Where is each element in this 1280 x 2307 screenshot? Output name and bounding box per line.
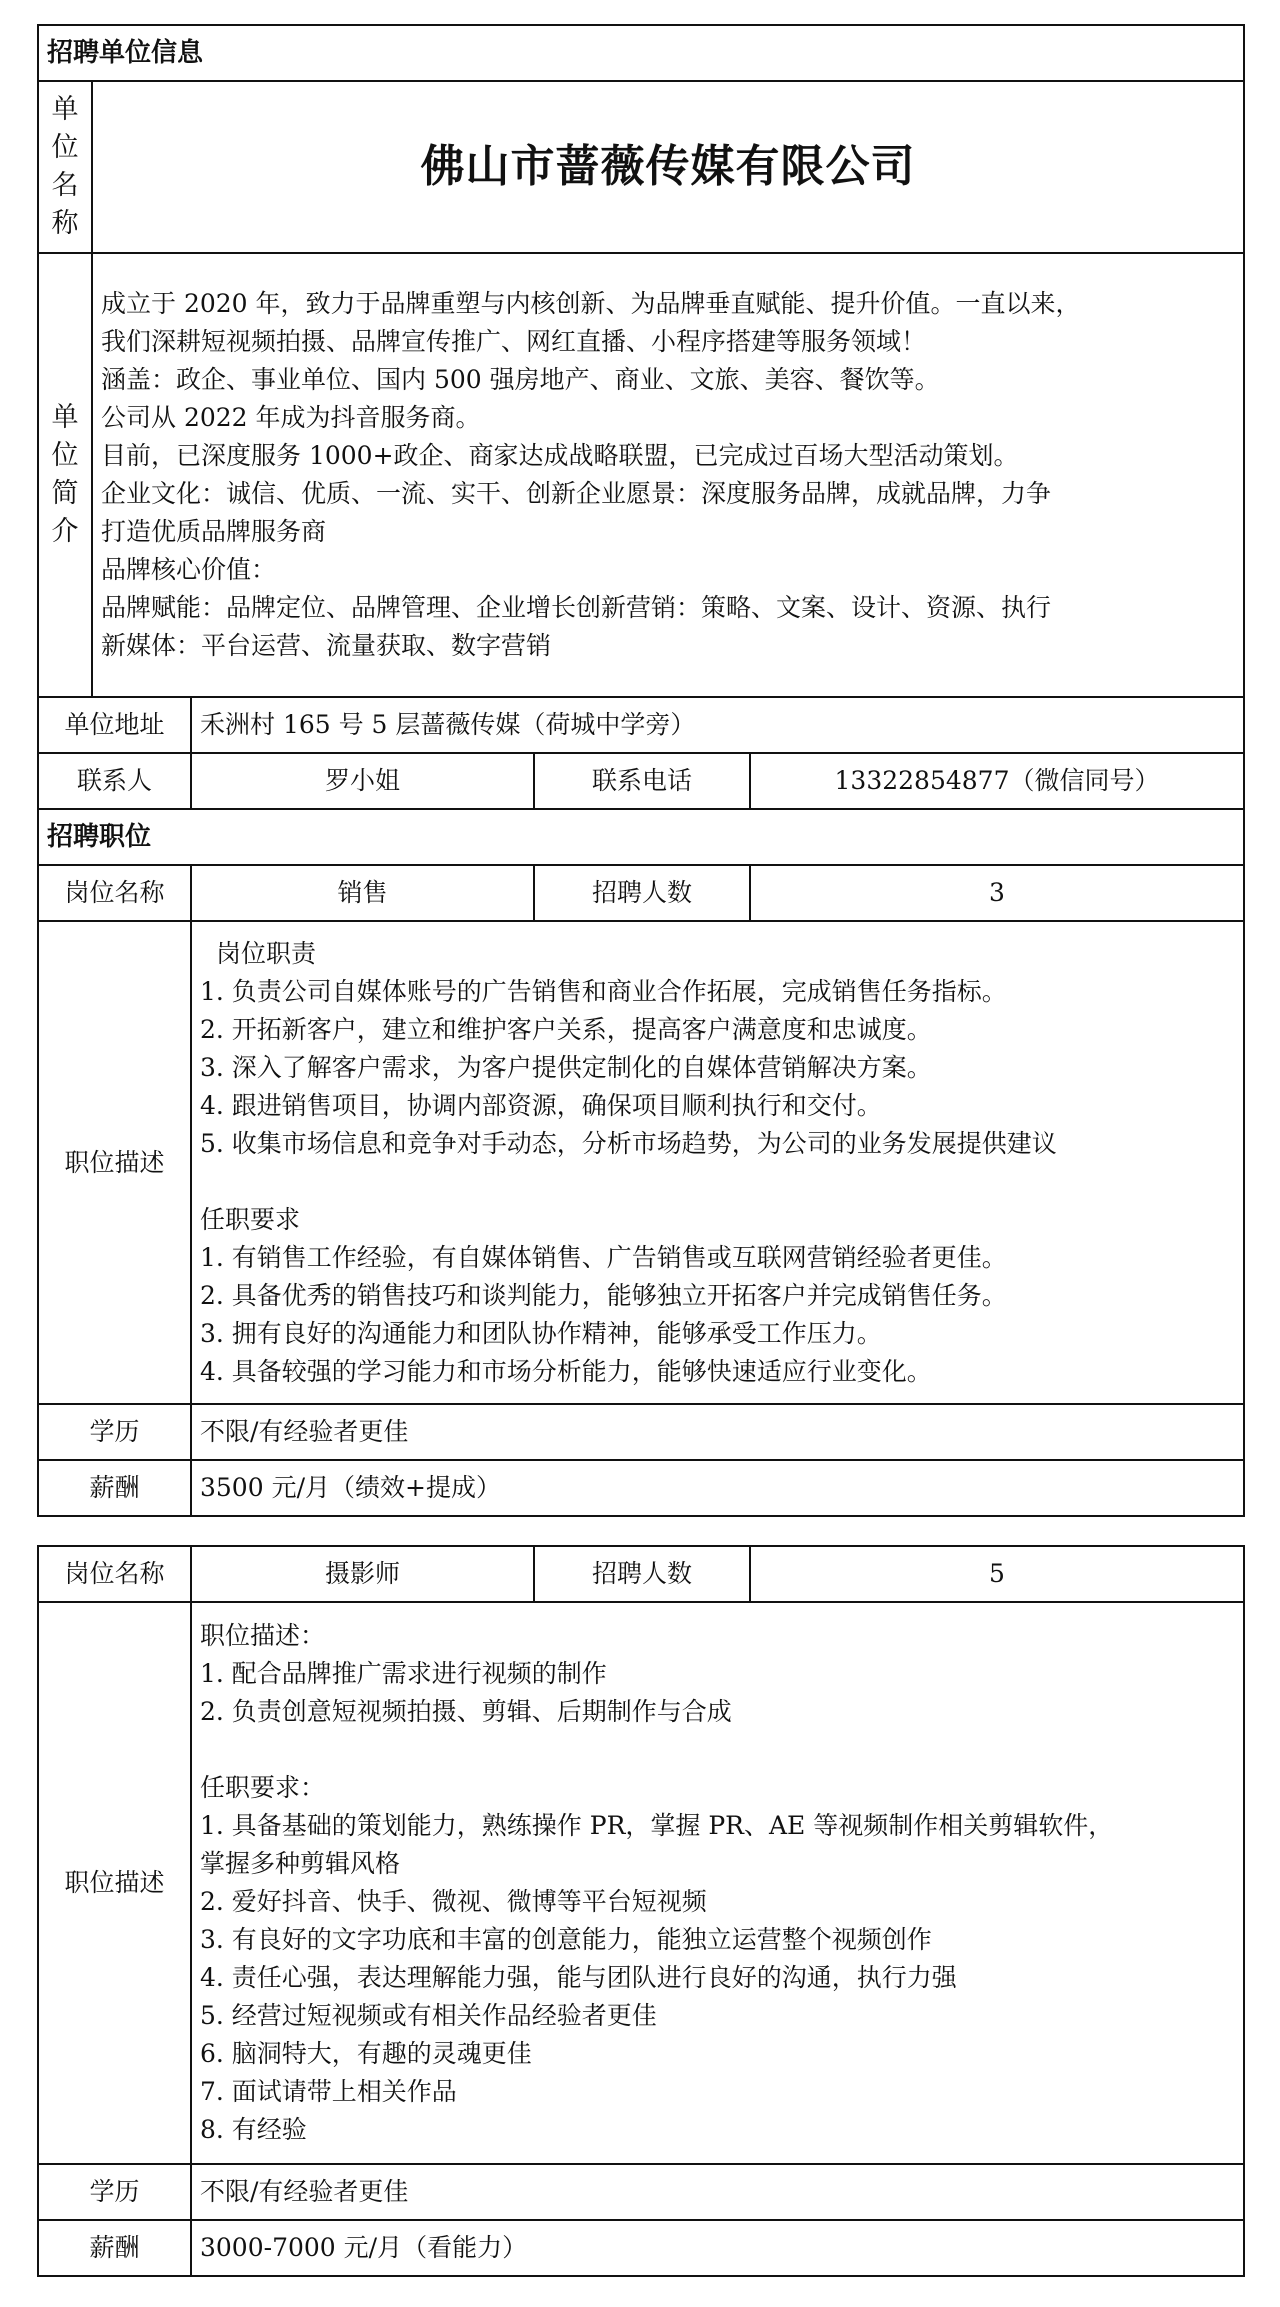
job1-duty: 1. 负责公司自媒体账号的广告销售和商业合作拓展，完成销售任务指标。 [200,976,1007,1006]
address-value: 禾洲村 165 号 5 层蔷薇传媒（荷城中学旁） [191,697,1244,753]
job2-requirement: 2. 爱好抖音、快手、微视、微博等平台短视频 [200,1887,707,1916]
company-name: 佛山市蔷薇传媒有限公司 [92,81,1244,253]
job1-salary-label: 薪酬 [38,1460,191,1516]
intro-line: 公司从 2022 年成为抖音服务商。 [101,403,481,432]
job2-education-value: 不限/有经验者更佳 [191,2164,1244,2220]
job2-position-value: 摄影师 [191,1546,534,1602]
job1-requirement: 3. 拥有良好的沟通能力和团队协作精神，能够承受工作压力。 [200,1318,882,1348]
recruitment-table-company-and-sales [37,24,1245,1517]
job2-requirement: 4. 责任心强，表达理解能力强，能与团队进行良好的沟通，执行力强 [200,1963,957,1992]
contact-value: 罗小姐 [191,753,534,809]
intro-line: 品牌核心价值： [101,555,277,584]
spacer [200,1163,1235,1201]
job2-headcount-label: 招聘人数 [534,1546,750,1602]
phone-value: 13322854877（微信同号） [750,753,1244,809]
job2-req-title: 任职要求： [200,1773,326,1802]
job2-duty: 1. 配合品牌推广需求进行视频的制作 [200,1659,607,1688]
company-section-title: 招聘单位信息 [38,25,1244,81]
job1-description-label: 职位描述 [38,921,191,1404]
company-intro-label-text: 单位简介 [51,402,79,547]
spacer [200,1731,1235,1769]
company-intro [92,253,1244,697]
job1-position-value: 销售 [191,865,534,921]
phone-label: 联系电话 [534,753,750,809]
intro-line: 品牌赋能：品牌定位、品牌管理、企业增长创新营销：策略、文案、设计、资源、执行 [101,593,1052,622]
job1-headcount-value: 3 [750,865,1244,921]
job1-requirement: 1. 有销售工作经验，有自媒体销售、广告销售或互联网营销经验者更佳。 [200,1242,1007,1272]
job2-duties-title: 职位描述： [200,1621,326,1650]
job1-position-label: 岗位名称 [38,865,191,921]
intro-line: 我们深耕短视频拍摄、品牌宣传推广、网红直播、小程序搭建等服务领域！ [101,327,927,356]
company-name-label [38,81,92,253]
job1-education-label: 学历 [38,1404,191,1460]
job2-education-label: 学历 [38,2164,191,2220]
job2-description-label: 职位描述 [38,1602,191,2164]
job2-requirement: 掌握多种剪辑风格 [200,1849,401,1878]
job1-headcount-label: 招聘人数 [534,865,750,921]
intro-line: 打造优质品牌服务商 [101,517,327,546]
job1-duty: 4. 跟进销售项目，协调内部资源，确保项目顺利执行和交付。 [200,1090,882,1120]
job2-headcount-value: 5 [750,1546,1244,1602]
job2-requirement: 7. 面试请带上相关作品 [200,2077,457,2106]
job2-description [191,1602,1244,2164]
intro-line: 成立于 2020 年，致力于品牌重塑与内核创新、为品牌垂直赋能、提升价值。一直以来， [101,289,1081,318]
job2-requirement: 1. 具备基础的策划能力，熟练操作 PR，掌握 PR、AE 等视频制作相关剪辑软件， [200,1811,1114,1840]
job2-requirement: 8. 有经验 [200,2115,307,2144]
job2-requirement: 5. 经营过短视频或有相关作品经验者更佳 [200,2001,657,2030]
intro-line: 目前，已深度服务 1000+政企、商家达成战略联盟，已完成过百场大型活动策划。 [101,441,1019,470]
contact-label: 联系人 [38,753,191,809]
job2-salary-label: 薪酬 [38,2220,191,2276]
intro-line: 企业文化：诚信、优质、一流、实干、创新企业愿景：深度服务品牌，成就品牌，力争 [101,479,1052,508]
intro-line: 新媒体：平台运营、流量获取、数字营销 [101,631,552,660]
job1-req-title: 任职要求 [200,1204,301,1234]
job1-duty: 5. 收集市场信息和竞争对手动态，分析市场趋势，为公司的业务发展提供建议 [200,1128,1057,1158]
job1-requirement: 2. 具备优秀的销售技巧和谈判能力，能够独立开拓客户并完成销售任务。 [200,1280,1007,1310]
intro-line: 涵盖：政企、事业单位、国内 500 强房地产、商业、文旅、美容、餐饮等。 [101,365,940,394]
job1-education-value: 不限/有经验者更佳 [191,1404,1244,1460]
address-label: 单位地址 [38,697,191,753]
company-intro-label [38,253,92,697]
job1-requirement: 4. 具备较强的学习能力和市场分析能力，能够快速适应行业变化。 [200,1356,932,1386]
job2-salary-value: 3000-7000 元/月（看能力） [191,2220,1244,2276]
company-name-label-text: 单位名称 [51,94,79,239]
job1-description [191,921,1244,1404]
job1-duty: 3. 深入了解客户需求，为客户提供定制化的自媒体营销解决方案。 [200,1052,932,1082]
job2-position-label: 岗位名称 [38,1546,191,1602]
job1-salary-value: 3500 元/月（绩效+提成） [191,1460,1244,1516]
job2-duty: 2. 负责创意短视频拍摄、剪辑、后期制作与合成 [200,1697,732,1726]
job2-requirement: 3. 有良好的文字功底和丰富的创意能力，能独立运营整个视频创作 [200,1925,932,1954]
recruitment-table-photographer [37,1545,1245,2277]
job2-requirement: 6. 脑洞特大，有趣的灵魂更佳 [200,2039,532,2068]
jobs-section-title: 招聘职位 [38,809,1244,865]
job1-duties-title: 岗位职责 [216,938,317,968]
job1-duty: 2. 开拓新客户，建立和维护客户关系，提高客户满意度和忠诚度。 [200,1014,932,1044]
